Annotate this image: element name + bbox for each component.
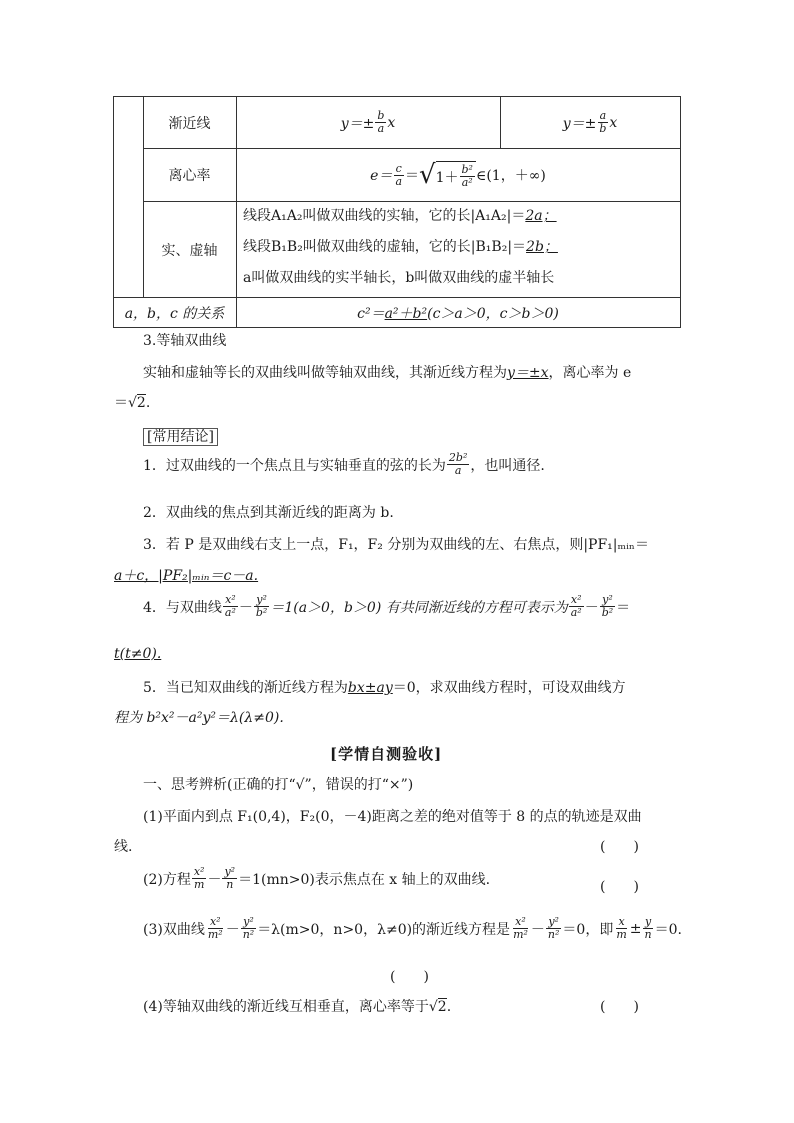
abc-formula <box>236 298 680 327</box>
q4-answer-paren[interactable] <box>600 996 639 1016</box>
asym-right-num: a <box>599 109 607 122</box>
abc-label-text: a，b，c 的关系 <box>124 305 225 322</box>
q3-pm: ± <box>629 920 642 937</box>
q2-minus: － <box>207 871 222 888</box>
row-asymptote-label <box>143 97 236 148</box>
q3-frac-x-2 <box>511 916 530 941</box>
q2-y2: y² <box>224 865 236 878</box>
c5-tail: ＝0，求双曲线方程时，可设双曲线方 <box>392 680 626 696</box>
axes-label-text: 实、虚轴 <box>161 242 218 259</box>
q1-text: (1)平面内到点 F₁(0,4)，F₂(0，－4)距离之差的绝对值等于 8 的点的轨迹是双曲 <box>143 809 642 825</box>
c4-mid: ＝1(a＞0，b＞0) 有共同渐近线的方程可表示为 <box>270 599 568 616</box>
conclusion-5-line-1 <box>143 677 626 697</box>
axes-line-3 <box>243 268 554 288</box>
ecc-sqrt-body <box>436 161 476 189</box>
ecc-sqrt-one: 1＋ <box>435 169 459 186</box>
asym-left-var: x <box>387 114 396 131</box>
selftest-heading-text: 一、思考辨析(正确的打“√”，错误的打“×”) <box>143 777 414 793</box>
abc-suffix: (c＞a＞0，c＞b＞0) <box>427 305 559 322</box>
axes-line-1 <box>243 206 557 226</box>
c4-x2: x² <box>225 593 236 606</box>
axes-line-1-text: 线段A₁A₂叫做双曲线的实轴，它的长|A₁A₂|＝ <box>243 208 526 224</box>
selftest-title <box>330 743 442 764</box>
ecc-a2: a² <box>461 176 473 189</box>
c4-y2: y² <box>256 593 267 606</box>
q3-frac-x-m <box>614 916 628 941</box>
q4-text: (4)等轴双曲线的渐近线互相垂直，离心率等于 <box>143 999 429 1015</box>
q3-n2: n² <box>242 928 255 941</box>
q3-mid: ＝λ(m>0，n>0，λ≠0)的渐近线方程是 <box>257 921 511 938</box>
row-axes-label <box>143 202 236 297</box>
question-1-line-1 <box>143 806 642 826</box>
abc-prefix: c²＝ <box>357 305 385 322</box>
c4-frac-x-2 <box>569 594 584 619</box>
c1-fraction <box>447 452 469 477</box>
q3-m2: m² <box>207 928 223 941</box>
question-4 <box>143 996 451 1016</box>
q2-x2: x² <box>193 865 205 878</box>
sec3-p1-text: 实轴和虚轴等长的双曲线叫做等轴双曲线，其渐近线方程为 <box>143 365 507 381</box>
c4-x2-b: x² <box>570 593 582 606</box>
asym-right-var: x <box>609 114 618 131</box>
selftest-question-heading <box>143 774 413 794</box>
section-3-title-text: 3.等轴双曲线 <box>143 333 227 349</box>
c3-text: 3．若 P 是双曲线右支上一点，F₁，F₂ 分别为双曲线的左、右焦点，则|PF₁|ₘᵢₙ＝ <box>143 537 649 553</box>
selftest-title-text: [学情自测验收] <box>330 745 443 763</box>
q1-end: 线. <box>114 839 133 855</box>
q3-paren[interactable]: ( ) <box>390 969 429 985</box>
ecc-c-over-a <box>393 163 404 188</box>
ecc-b2-over-a2 <box>460 164 475 189</box>
q2-frac-x <box>192 866 207 891</box>
sqrt-icon: √ <box>428 999 438 1015</box>
section-3-title <box>143 330 226 350</box>
q3-x2-b: x² <box>515 915 526 928</box>
q3-x: x <box>618 915 625 928</box>
c4-text: 4．与双曲线 <box>143 599 222 616</box>
q3-minus-b: － <box>530 921 545 938</box>
eccentricity-label-text: 离心率 <box>168 168 211 184</box>
q2-text: (2)方程 <box>143 871 191 888</box>
c5-answer: bx±ay <box>347 680 393 696</box>
asymptote-formula-right <box>500 97 680 148</box>
question-3 <box>143 916 682 941</box>
conclusion-4-line-1 <box>143 594 630 619</box>
q2-tail: ＝1(mn>0)表示焦点在 x 轴上的双曲线. <box>238 871 491 888</box>
section-3-para-line-2 <box>114 392 150 412</box>
c4-answer: t(t≠0). <box>114 646 162 662</box>
c2-text: 2．双曲线的焦点到其渐近线的距离为 b. <box>143 505 394 521</box>
c1-tail: ，也叫通径. <box>470 457 545 474</box>
q3-n: n <box>644 928 652 941</box>
q3-y2-b: y² <box>548 915 559 928</box>
asym-left-den: a <box>377 122 385 135</box>
q3-m: m <box>616 928 627 941</box>
eccentricity-formula <box>236 149 680 201</box>
question-2 <box>143 866 490 891</box>
c1-den: a <box>454 464 462 477</box>
q3-frac-y <box>241 916 257 941</box>
c1-num: 2b² <box>448 451 468 464</box>
row-abc-label <box>113 298 236 327</box>
q3-answer-paren[interactable] <box>390 966 429 986</box>
c4-frac-y <box>254 594 269 619</box>
c4-frac-y-2 <box>600 594 615 619</box>
q4-end: . <box>446 999 452 1015</box>
c4-minus-b: － <box>584 599 599 616</box>
asym-left-fraction <box>375 110 386 135</box>
c4-frac-x <box>223 594 238 619</box>
q3-frac-x <box>206 916 225 941</box>
axes-line-3-text: a叫做双曲线的实半轴长，b叫做双曲线的虚半轴长 <box>243 270 555 286</box>
axes-line-2-text: 线段B₁B₂叫做双曲线的虚轴，它的长|B₁B₂|＝ <box>243 239 527 255</box>
asym-right-prefix: y＝± <box>562 115 597 132</box>
q2-frac-y <box>222 866 237 891</box>
sec3-p2-eq: ＝ <box>114 395 128 411</box>
q4-sqrt-value: 2 <box>437 999 447 1015</box>
asymptote-formula-left <box>236 97 500 148</box>
asym-left-prefix: y＝± <box>340 115 375 132</box>
q3-n2-b: n² <box>547 928 560 941</box>
ecc-eq: ＝ <box>405 168 420 184</box>
conclusion-3-line-1 <box>143 534 649 554</box>
ecc-range: ∈(1，＋∞) <box>475 168 546 184</box>
asym-left-num: b <box>377 109 385 122</box>
table-right-border <box>680 96 681 328</box>
q3-y: y <box>644 915 652 928</box>
c4-minus: － <box>238 599 253 616</box>
c5-line2: 程为 b²x²－a²y²＝λ(λ≠0). <box>114 710 284 726</box>
c4-y2-b: y² <box>602 593 613 606</box>
sec3-p1-tail: ，离心率为 e <box>548 365 632 381</box>
abc-answer: a²＋b² <box>384 305 428 322</box>
q2-n: n <box>226 878 234 891</box>
row-eccentricity-label <box>143 149 236 201</box>
q1-paren[interactable]: ( ) <box>600 839 639 855</box>
q3-frac-y-n <box>643 916 654 941</box>
ecc-c: c <box>395 161 402 175</box>
q3-eq: ＝0，即 <box>562 921 614 938</box>
q2-paren[interactable]: ( ) <box>600 879 639 895</box>
ecc-a: a <box>395 174 403 188</box>
q3-end: ＝0. <box>654 921 682 938</box>
q3-y2: y² <box>243 915 254 928</box>
q2-answer-paren[interactable] <box>600 876 639 896</box>
sqrt-icon: √ <box>419 160 436 190</box>
asym-right-fraction <box>597 110 608 135</box>
c4-b2-b: b² <box>601 606 614 619</box>
asymptote-label-text: 渐近线 <box>168 115 211 132</box>
axes-answer-2a: 2a； <box>525 208 557 224</box>
q3-frac-y-2 <box>546 916 562 941</box>
axes-answer-2b: 2b； <box>526 239 558 255</box>
c4-a2-b: a² <box>570 606 582 619</box>
conclusions-badge <box>143 426 218 446</box>
question-1-line-2 <box>114 836 132 856</box>
c1-text: 1．过双曲线的一个焦点且与实轴垂直的弦的长为 <box>143 457 446 474</box>
conclusion-4-line-2 <box>114 646 161 662</box>
q3-x2: x² <box>209 915 221 928</box>
c4-a2: a² <box>224 606 236 619</box>
sqrt-icon: √ <box>128 395 137 411</box>
table-bottom-border <box>113 327 681 328</box>
axes-line-2 <box>243 237 558 257</box>
q2-m: m <box>193 878 205 891</box>
sec3-p2-end: . <box>145 395 151 411</box>
q1-answer-paren[interactable] <box>600 836 639 856</box>
section-3-para-line-1 <box>143 362 631 382</box>
conclusion-5-line-2 <box>114 707 284 727</box>
c3-answer: a＋c，|PF₂|ₘᵢₙ＝c－a. <box>114 568 259 584</box>
asym-right-den: b <box>599 122 607 135</box>
ecc-b2: b² <box>461 163 473 176</box>
c4-b2: b² <box>255 606 268 619</box>
conclusions-badge-text: [常用结论] <box>143 428 218 446</box>
q3-text: (3)双曲线 <box>143 921 205 938</box>
c5-text: 5．当已知双曲线的渐近线方程为 <box>143 680 348 696</box>
conclusion-1 <box>143 452 545 477</box>
q4-paren[interactable]: ( ) <box>600 999 639 1015</box>
sec3-p1-answer: y＝±x <box>507 365 549 381</box>
q3-m2-b: m² <box>513 928 528 941</box>
conclusion-2 <box>143 502 394 522</box>
conclusion-3-line-2 <box>114 565 258 585</box>
sec3-p2-sqrt-value: 2 <box>136 395 146 411</box>
c4-eq: ＝ <box>616 599 631 616</box>
ecc-prefix: e＝ <box>370 168 393 184</box>
table-left-border <box>113 96 114 328</box>
q3-minus: － <box>225 921 240 938</box>
